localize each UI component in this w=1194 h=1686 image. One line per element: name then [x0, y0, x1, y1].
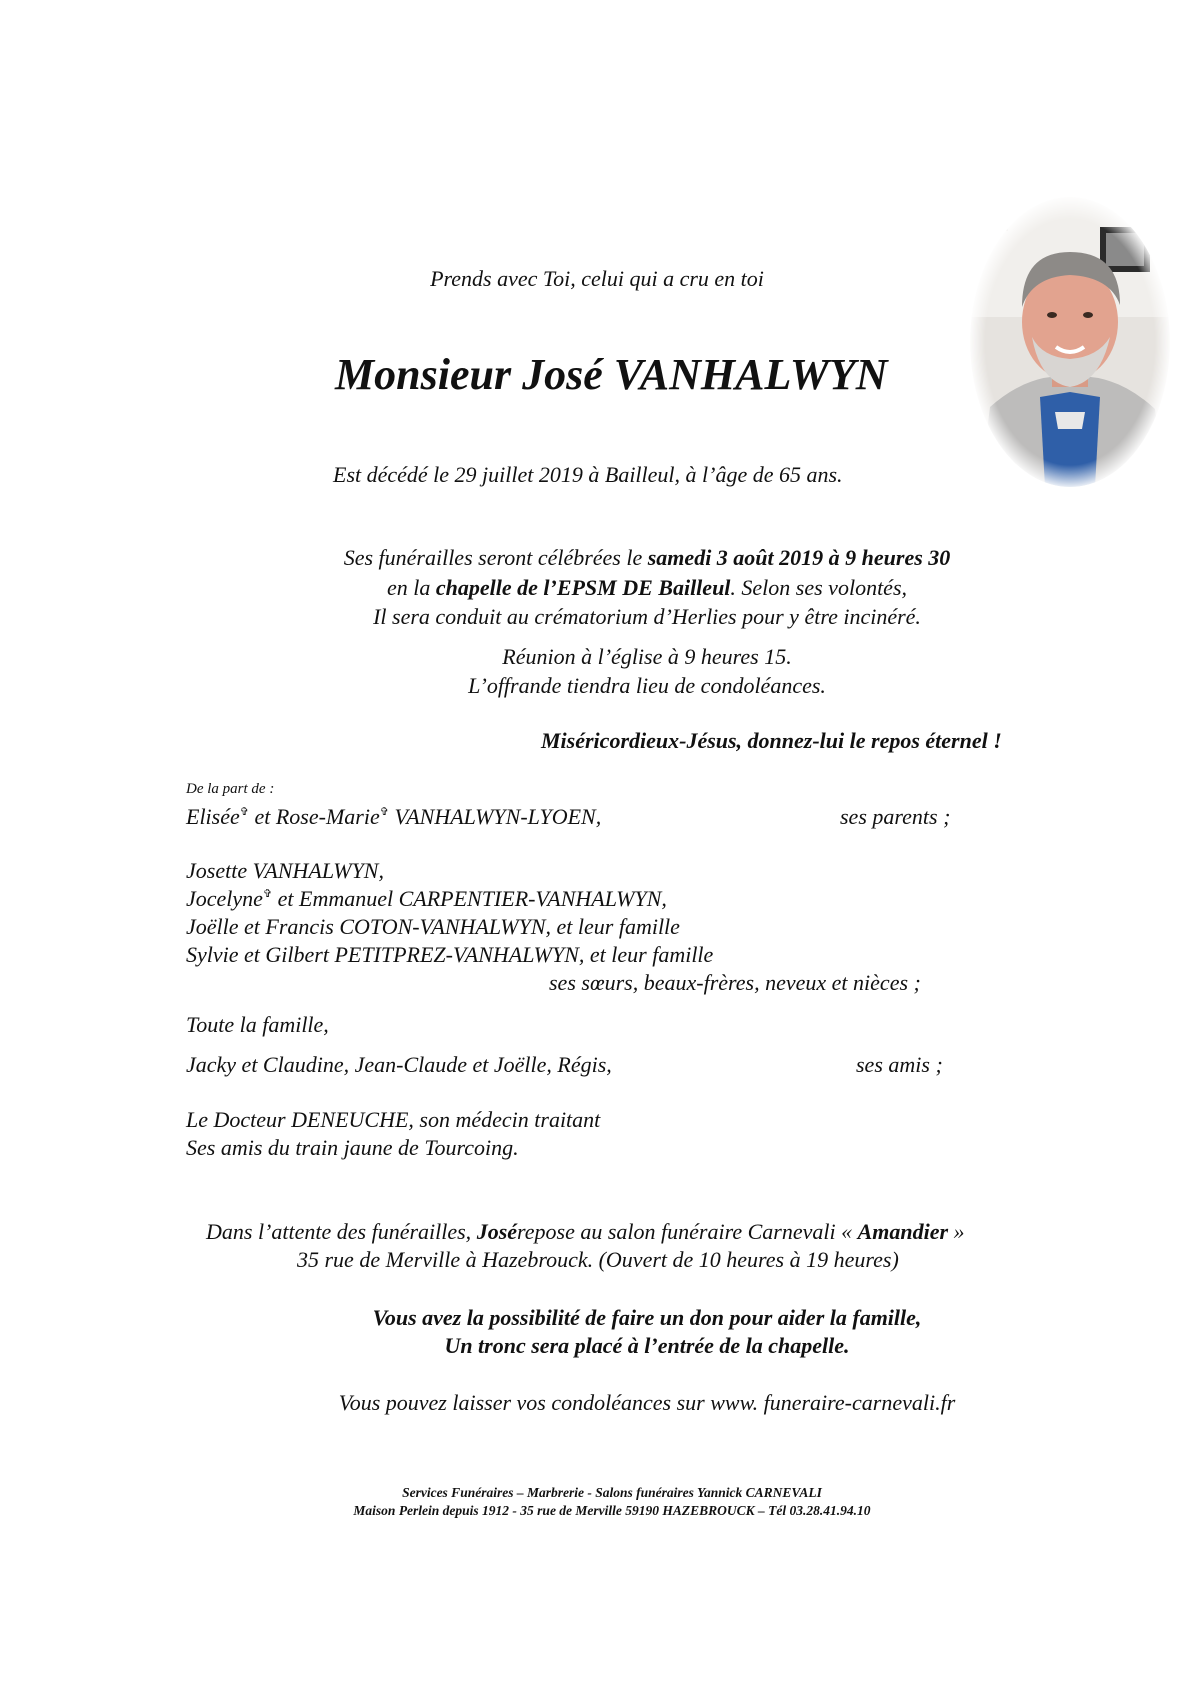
deceased-name: Monsieur José VANHALWYN — [335, 350, 888, 399]
cross-icon: ✞ — [262, 888, 273, 900]
sibling-2 — [186, 884, 667, 914]
cremation-line: Il sera conduit au crématorium d’Herlies pour y être incinéré. — [373, 604, 921, 629]
parent-name-1: Elisée — [186, 804, 240, 829]
cross-icon: ✞ — [239, 806, 249, 818]
death-notice: Est décédé le 29 juillet 2019 à Bailleul, à l’âge de 65 ans. — [333, 462, 843, 487]
salon-line-2: 35 rue de Merville à Hazebrouck. (Ouvert de 10 heures à 19 heures) — [297, 1247, 899, 1272]
donation-line-1: Vous avez la possibilité de faire un don pour aider la famille, — [372, 1305, 922, 1330]
parents-surname: VANHALWYN-LYOEN, — [388, 804, 602, 829]
funeral-text: Ses funérailles seront célébrées le — [343, 545, 648, 570]
parents-role: ses parents ; — [840, 804, 951, 829]
funeral-date: samedi 3 août 2019 à 9 heures 30 — [647, 545, 951, 570]
cross-icon: ✞ — [379, 806, 389, 818]
salon-deceased-name: José — [476, 1219, 518, 1244]
funeral-chapel: chapelle de l’EPSM DE Bailleul — [435, 575, 731, 600]
sibling-4: Sylvie et Gilbert PETITPREZ-VANHALWYN, et leur famille — [186, 942, 714, 967]
meeting-line: Réunion à l’église à 9 heures 15. — [502, 644, 792, 669]
sibling-1: Josette VANHALWYN, — [186, 858, 384, 883]
sibling-3: Joëlle et Francis COTON-VANHALWYN, et leur famille — [186, 914, 680, 939]
funeral-place-line — [50, 573, 1194, 603]
sibling-2-name: Jocelyne — [186, 886, 263, 911]
salon-line-1 — [206, 1217, 965, 1247]
prayer-line: Miséricordieux-Jésus, donnez-lui le repos éternel ! — [541, 728, 1002, 753]
salon-name: Amandier — [857, 1219, 949, 1244]
friends-line: Jacky et Claudine, Jean-Claude et Joëlle, Régis, — [186, 1052, 612, 1077]
train-friends-line: Ses amis du train jaune de Tourcoing. — [186, 1135, 519, 1160]
donation-line-2: Un tronc sera placé à l’entrée de la chapelle. — [444, 1333, 850, 1358]
whole-family: Toute la famille, — [186, 1012, 329, 1037]
verse: Prends avec Toi, celui qui a cru en toi — [430, 266, 764, 291]
portrait-photo — [970, 197, 1170, 487]
sibling-2-rest: et Emmanuel CARPENTIER-VANHALWYN, — [272, 886, 667, 911]
doctor-line: Le Docteur DENEUCHE, son médecin traitant — [186, 1107, 601, 1132]
funeral-place-suffix: . Selon ses volontés, — [730, 575, 908, 600]
condolences-line: Vous pouvez laisser vos condoléances sur www. funeraire-carnevali.fr — [338, 1390, 956, 1415]
salon-text-a: Dans l’attente des funérailles, — [206, 1219, 477, 1244]
family-intro: De la part de : — [186, 781, 275, 797]
parent-name-2: et Rose-Marie — [248, 804, 380, 829]
salon-text-b: repose au salon funéraire Carnevali « — [517, 1219, 858, 1244]
footer-line-1: Services Funéraires – Marbrerie - Salons funéraires Yannick CARNEVALI — [402, 1485, 822, 1500]
friends-role: ses amis ; — [856, 1052, 943, 1077]
salon-text-c: » — [948, 1219, 965, 1244]
offering-line: L’offrande tiendra lieu de condoléances. — [468, 673, 826, 698]
footer-line-2: Maison Perlein depuis 1912 - 35 rue de Merville 59190 HAZEBROUCK – Tél 03.28.41.94.10 — [353, 1503, 871, 1518]
parents-line — [186, 802, 601, 832]
funeral-place-prefix: en la — [386, 575, 436, 600]
funeral-date-line — [50, 543, 1194, 573]
siblings-role: ses sœurs, beaux-frères, neveux et nièces ; — [549, 970, 921, 995]
